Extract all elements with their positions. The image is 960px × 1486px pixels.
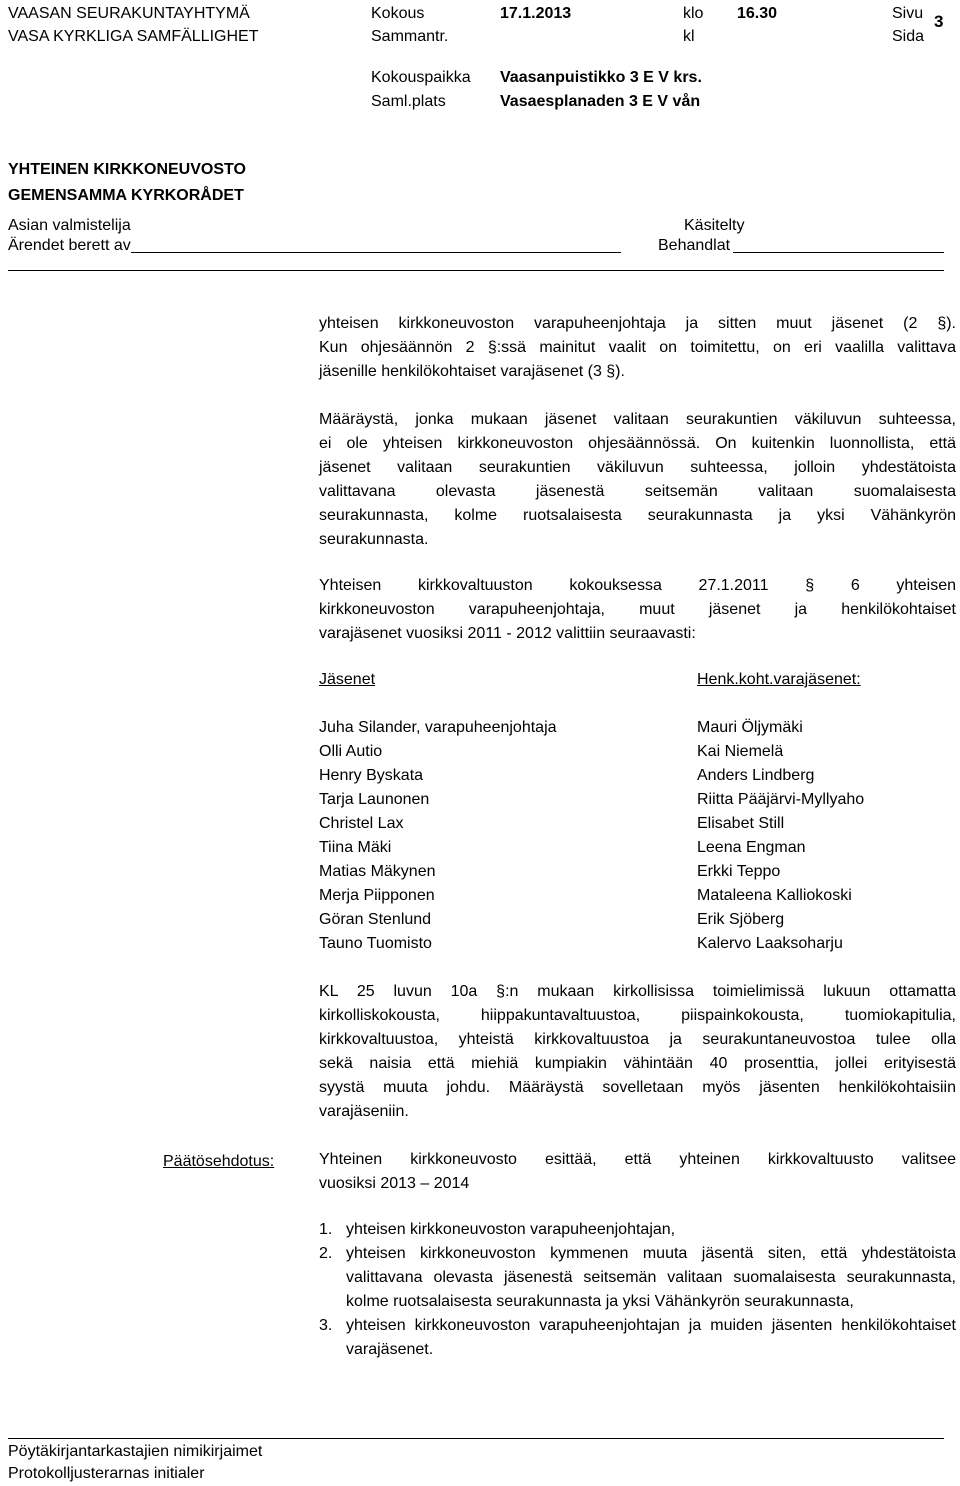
list-item: Tauno Tuomisto [319, 935, 432, 952]
time-label-sv: kl [683, 28, 695, 45]
deputies-list [697, 716, 864, 956]
place-label-fi: Kokouspaikka [371, 69, 471, 86]
list-item: Olli Autio [319, 743, 383, 760]
list-item: Elisabet Still [697, 815, 785, 832]
body-name-fi: YHTEINEN KIRKKONEUVOSTO [8, 161, 246, 178]
paragraph-line: jäsenet valitaan seurakuntien väkiluvun suhteessa, jolloin yhdestätoista [319, 459, 956, 476]
item-number: 1. [319, 1221, 333, 1238]
paragraph-1 [319, 312, 956, 384]
body-name-sv: GEMENSAMMA KYRKORÅDET [8, 187, 244, 204]
page-label-sv: Sida [892, 28, 925, 45]
meeting-date: 17.1.2013 [500, 5, 572, 22]
paragraph-line: kirkkoneuvoston varapuheenjohtaja, muut jäsenet ja henkilökohtaiset [319, 601, 956, 618]
members-heading: Jäsenet [319, 671, 376, 688]
prepared-label-sv: Ärendet berett av [8, 237, 131, 254]
list-item: Erkki Teppo [697, 863, 781, 880]
page-label-fi: Sivu [892, 5, 924, 22]
paragraph-line: varajäseniin. [319, 1103, 409, 1120]
list-item: Anders Lindberg [697, 767, 815, 784]
list-item: Leena Engman [697, 839, 806, 856]
list-item: Henry Byskata [319, 767, 424, 784]
list-item: Kai Niemelä [697, 743, 784, 760]
list-item: Kalervo Laaksoharju [697, 935, 843, 952]
meeting-label-sv: Sammantr. [371, 28, 449, 45]
deputies-heading: Henk.koht.varajäsenet: [697, 671, 861, 688]
proposal-label: Päätösehdotus: [163, 1153, 275, 1170]
list-item: Tiina Mäki [319, 839, 392, 856]
paragraph-line: jäsenille henkilökohtaiset varajäsenet (3 §). [319, 363, 625, 380]
org-name-sv: VASA KYRKLIGA SAMFÄLLIGHET [8, 28, 259, 45]
handled-underline [733, 252, 944, 253]
item-text: yhteisen kirkkoneuvoston varapuheenjohtajan, [346, 1221, 676, 1238]
list-item: Tarja Launonen [319, 791, 430, 808]
decision-item [319, 1314, 956, 1362]
list-item: Göran Stenlund [319, 911, 432, 928]
paragraph-line: varajäsenet vuosiksi 2011 - 2012 valittiin seuraavasti: [319, 625, 696, 642]
list-item: Mauri Öljymäki [697, 719, 803, 736]
item-text: yhteisen kirkkoneuvoston varapuheenjohtajan ja muiden jäsenten henkilökohtaiset varajäsenet. [346, 1317, 956, 1358]
place-sv: Vasaesplanaden 3 E V vån [500, 93, 701, 110]
decision-list [319, 1218, 956, 1362]
paragraph-line: Yhteisen kirkkovaltuuston kokouksessa 27.1.2011 § 6 yhteisen [319, 577, 956, 594]
paragraph-line: Kun ohjesäännön 2 §:ssä mainitut vaalit on toimitettu, on eri vaalilla valittava [319, 339, 956, 356]
item-number: 2. [319, 1245, 333, 1262]
paragraph-line: sekä naisia että miehiä kumpiakin vähintään 40 prosenttia, jollei erityisestä [319, 1055, 956, 1072]
paragraph-line: syystä muuta johdu. Määräystä sovelletaan myös jäsenten henkilökohtaisiin [319, 1079, 956, 1096]
decision-item [319, 1218, 956, 1242]
paragraph-4 [319, 980, 956, 1124]
handled-label-fi: Käsitelty [684, 217, 745, 234]
org-name-fi: VAASAN SEURAKUNTAYHTYMÄ [8, 5, 250, 22]
members-list [319, 716, 557, 956]
paragraph-line: vuosiksi 2013 – 2014 [319, 1175, 470, 1192]
place-fi: Vaasanpuistikko 3 E V krs. [500, 69, 702, 86]
prepared-underline [131, 252, 621, 253]
footer-line-fi: Pöytäkirjantarkastajien nimikirjaimet [8, 1443, 263, 1460]
footer-line-sv: Protokolljusterarnas initialer [8, 1465, 205, 1482]
meeting-label-fi: Kokous [371, 5, 425, 22]
list-item: Mataleena Kalliokoski [697, 887, 852, 904]
list-item: Christel Lax [319, 815, 404, 832]
place-label-sv: Saml.plats [371, 93, 446, 110]
paragraph-line: yhteisen kirkkoneuvoston varapuheenjohtaja ja sitten muut jäsenet (2 §). [319, 315, 956, 332]
paragraph-line: Yhteinen kirkkoneuvosto esittää, että yhteinen kirkkovaltuusto valitsee [319, 1151, 956, 1168]
paragraph-line: seurakunnasta, kolme ruotsalaisesta seurakunnasta ja yksi Vähänkyrön [319, 507, 956, 524]
header-divider [8, 270, 944, 271]
paragraph-3 [319, 574, 956, 646]
paragraph-line: KL 25 luvun 10a §:n mukaan kirkollisissa toimielimissä lukuun ottamatta [319, 983, 956, 1000]
decision-item [319, 1242, 956, 1314]
paragraph-line: ei ole yhteisen kirkkoneuvoston ohjesäännössä. On kuitenkin luonnollista, että [319, 435, 956, 452]
paragraph-line: Määräystä, jonka mukaan jäsenet valitaan seurakuntien väkiluvun suhteessa, [319, 411, 956, 428]
list-item: Erik Sjöberg [697, 911, 785, 928]
paragraph-line: valittavana olevasta jäsenestä seitsemän valitaan suomalaisesta [319, 483, 956, 500]
item-text: yhteisen kirkkoneuvoston kymmenen muuta jäsentä siten, että yhdestätoista valittavana olevasta jäsenestä seitsemän valitaan suomalaisesta seurakunnasta, kolme ruotsalaisesta seurakunnasta ja yksi Vähänkyrön seurakunnasta, [346, 1245, 956, 1310]
meeting-time: 16.30 [737, 5, 778, 22]
handled-label-sv: Behandlat [658, 237, 731, 254]
footer-divider [8, 1438, 944, 1439]
page-number: 3 [934, 12, 944, 31]
paragraph-line: kirkkovaltuustoa, yhteistä kirkkovaltuustoa ja seurakuntaneuvostoa tulee olla [319, 1031, 956, 1048]
item-number: 3. [319, 1317, 333, 1334]
list-item: Riitta Pääjärvi-Myllyaho [697, 791, 865, 808]
proposal-text [319, 1148, 956, 1196]
list-item: Juha Silander, varapuheenjohtaja [319, 719, 557, 736]
paragraph-line: kirkolliskokousta, hiippakuntavaltuustoa, piispainkokousta, tuomiokapitulia, [319, 1007, 956, 1024]
paragraph-2 [319, 408, 956, 552]
prepared-label-fi: Asian valmistelija [8, 217, 131, 234]
list-item: Merja Piipponen [319, 887, 435, 904]
list-item: Matias Mäkynen [319, 863, 436, 880]
paragraph-line: seurakunnasta. [319, 531, 429, 548]
time-label-fi: klo [683, 5, 704, 22]
